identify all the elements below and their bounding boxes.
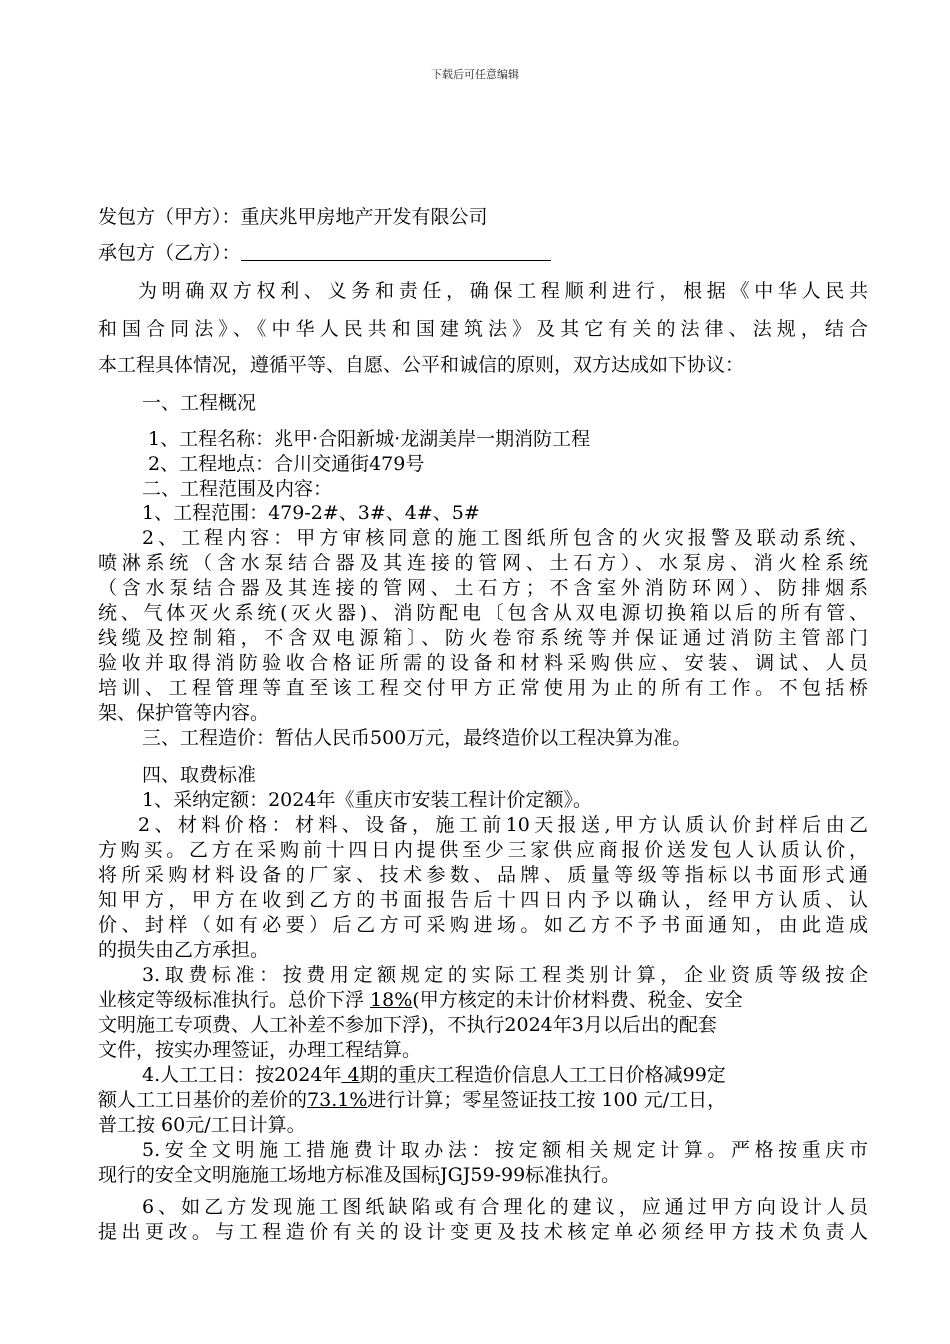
s4-item2-line-1: 2、材料价格：材料、设备，施工前10天报送,甲方认质认价封样后由乙: [138, 814, 868, 836]
section2-title: 二、工程范围及内容：: [142, 478, 333, 500]
s4-item6-line-2: 提出更改。与工程造价有关的设计变更及技术核定单必须经甲方技术负责人: [98, 1221, 868, 1243]
page-header: 下载后可任意编辑: [431, 68, 519, 81]
s4-item3-text-a: 业核定等级标准执行。总价下浮: [98, 989, 371, 1011]
discount-rate: 18%: [370, 989, 413, 1011]
s1-item2: 2、工程地点：合川交通街479号: [148, 453, 425, 475]
s1-item1: 1、工程名称：兆甲·合阳新城·龙湖美岸一期消防工程: [148, 428, 591, 450]
s4-item4-text-c: 额人工工日基价的差价的: [98, 1089, 308, 1111]
s4-item2-line-6: 的损失由乙方承担。: [98, 939, 270, 961]
s2-item2-line-4: 统、气体灭火系统(灭火器)、消防配电〔包含从双电源切换箱以后的所有管、: [98, 602, 868, 624]
s4-item4-line-3: 普工按 60元/工日计算。: [98, 1114, 306, 1136]
period-number: 4: [341, 1064, 360, 1086]
party-a: 发包方（甲方）：重庆兆甲房地产开发有限公司: [98, 206, 488, 228]
s4-item4-text-a: 4.人工工日：按2024年: [142, 1064, 342, 1086]
s2-item2-line-1: 2、工程内容：甲方审核同意的施工图纸所包含的火灾报警及联动系统、: [142, 527, 868, 549]
s4-item4-text-d: 进行计算；零星签证技工按 100 元/工日，: [367, 1089, 727, 1111]
s2-item2-line-3: （含水泵结合器及其连接的管网、土石方；不含室外消防环网）、防排烟系: [98, 577, 868, 599]
s4-item4-line-1: [98, 1062, 912, 1088]
section4-title: 四、取费标准: [142, 764, 257, 786]
s4-item2-line-3: 将所采购材料设备的厂家、技术参数、品牌、质量等级等指标以书面形式通: [98, 864, 868, 886]
s4-item1: 1、采纳定额：2024年《重庆市安装工程计价定额》。: [142, 789, 592, 811]
s4-item3-line-1: 3.取费标准：按费用定额规定的实际工程类别计算，企业资质等级按企: [142, 964, 868, 986]
s2-item1: 1、工程范围：479-2#、3#、4#、5#: [142, 502, 480, 524]
s4-item6-line-1: 6、如乙方发现施工图纸缺陷或有合理化的建议，应通过甲方向设计人员: [142, 1196, 868, 1218]
s4-item2-line-2: 方购买。乙方在采购前十四日内提供至少三家供应商报价送发包人认质认价，: [98, 839, 868, 861]
s2-item2-line-2: 喷淋系统（含水泵结合器及其连接的管网、土石方）、水泵房、消火栓系统: [98, 552, 868, 574]
s2-item2-line-5: 线缆及控制箱，不含双电源箱〕、防火卷帘系统等并保证通过消防主管部门: [98, 627, 868, 649]
s2-item2-line-8: 架、保护管等内容。: [98, 702, 270, 724]
s4-item2-line-4: 知甲方，甲方在收到乙方的书面报告后十四日内予以确认，经甲方认质、认: [98, 889, 868, 911]
price-percent: 73.1%: [307, 1089, 368, 1111]
section1-title: 一、工程概况: [142, 392, 257, 414]
section3: 三、工程造价：暂估人民币500万元，最终造价以工程决算为准。: [142, 727, 692, 749]
s2-item2-line-7: 培训、工程管理等直至该工程交付甲方正常使用为止的所有工作。不包括桥: [98, 677, 868, 699]
s4-item4-text-b: 期的重庆工程造价信息人工工日价格减99定: [359, 1064, 726, 1086]
intro-line-3: 本工程具体情况，遵循平等、自愿、公平和诚信的原则，双方达成如下协议：: [98, 354, 745, 376]
party-b-blank: [241, 242, 551, 261]
s4-item4-line-2: [98, 1087, 868, 1113]
s4-item3-line-3: 文明施工专项费、人工补差不参加下浮)，不执行2024年3月以后出的配套: [98, 1014, 717, 1036]
s4-item3-line-2: [98, 987, 868, 1013]
party-b-label: 承包方（乙方）：: [98, 242, 241, 264]
s2-item2-line-6: 验收并取得消防验收合格证所需的设备和材料采购供应、安装、调试、人员: [98, 652, 868, 674]
intro-line-2: 和国合同法》、《中华人民共和国建筑法》及其它有关的法律、法规，结合: [98, 318, 868, 340]
s4-item2-line-5: 价、封样（如有必要）后乙方可采购进场。如乙方不予书面通知，由此造成: [98, 914, 868, 936]
party-b-line: [98, 240, 868, 266]
intro-line-1: 为明确双方权利、义务和责任，确保工程顺利进行，根据《中华人民共: [138, 280, 868, 302]
s4-item3-line-4: 文件，按实办理签证，办理工程结算。: [98, 1039, 422, 1061]
s4-item5-line-1: 5.安全文明施工措施费计取办法：按定额相关规定计算。严格按重庆市: [142, 1139, 868, 1161]
s4-item3-text-b: (甲方核定的未计价材料费、税金、安全: [412, 989, 743, 1011]
s4-item5-line-2: 现行的安全文明施施工场地方标准及国标JGJ59-99标准执行。: [98, 1164, 621, 1186]
